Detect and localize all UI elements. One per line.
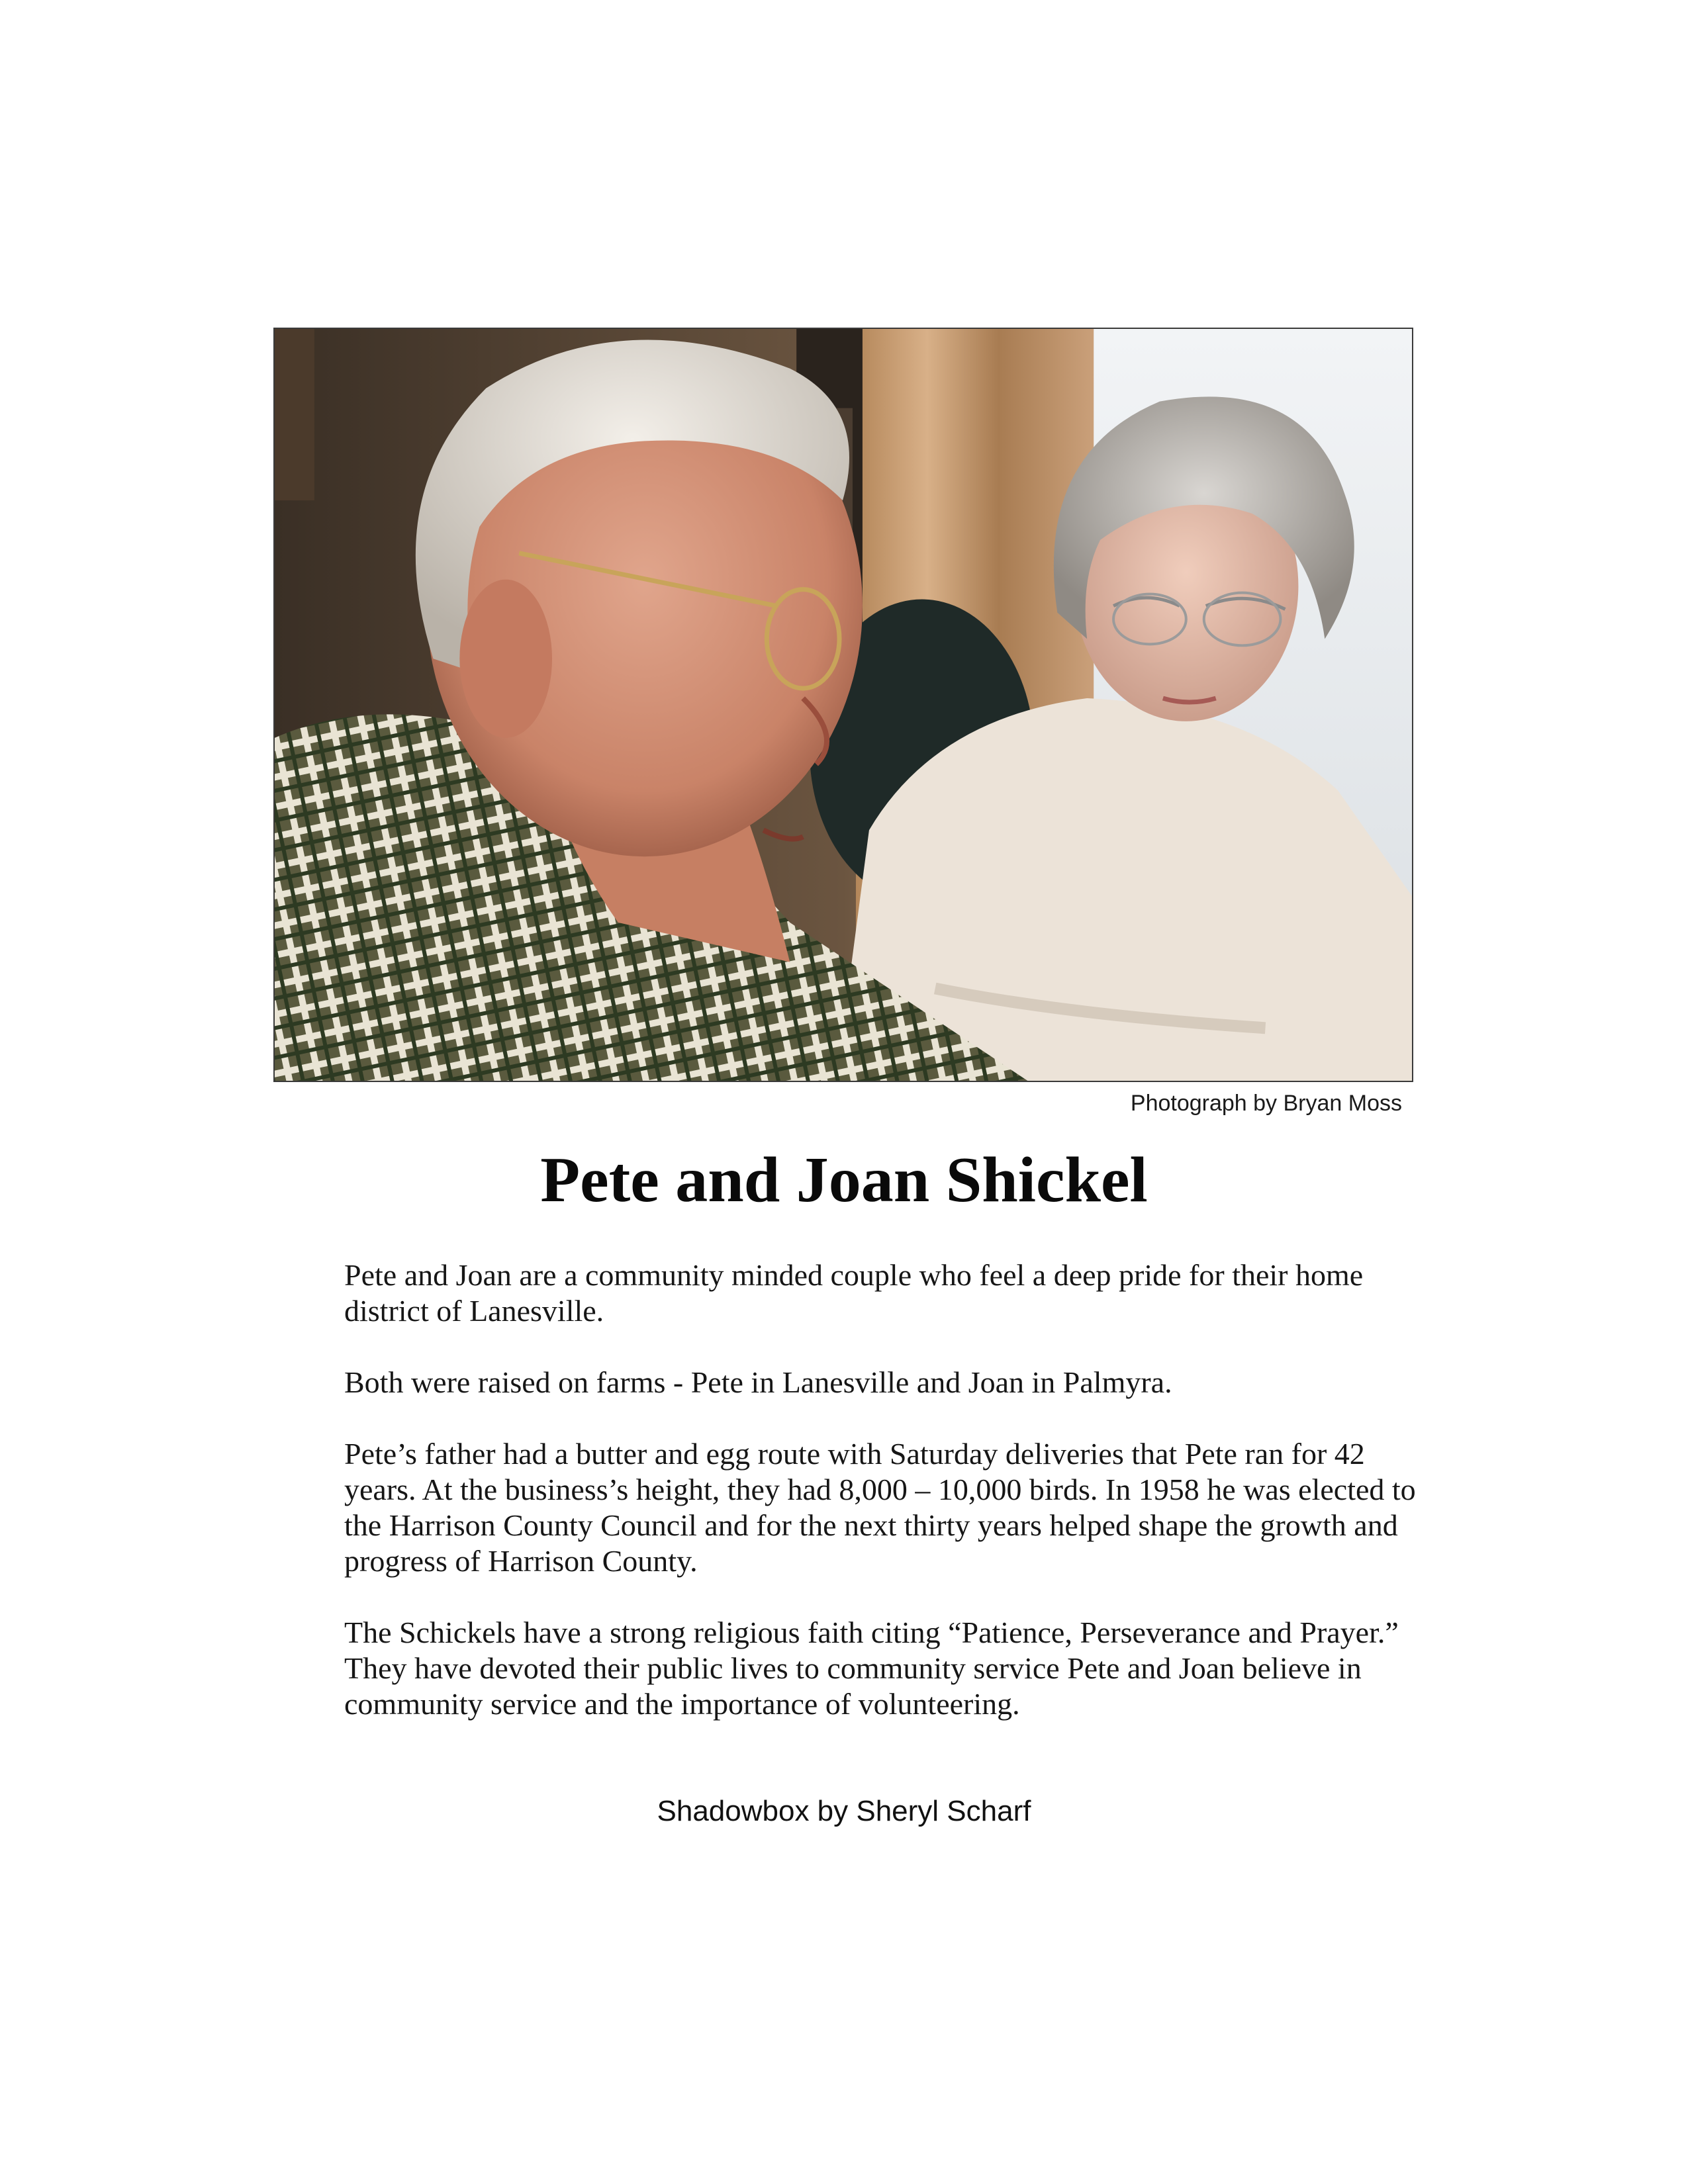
paragraph: The Schickels have a strong religious faith citing “Patience, Perseverance and Prayer.” They have devoted their public lives to community service Pete and Joan believe in community service and the importance of volunteering.	[344, 1615, 1399, 1721]
photo-caption: Photograph by Bryan Moss	[1130, 1091, 1402, 1116]
biography-text	[344, 1257, 1417, 1758]
portrait-photo	[273, 328, 1413, 1082]
paragraph: Pete’s father had a butter and egg route with Saturday deliveries that Pete ran for 42 years. At the business’s height, they had 8,000 – 10,000 birds. In 1958 he was elected to the Harrison County Council and for the next thirty years helped shape the growth and progress of Harrison County.	[344, 1437, 1416, 1578]
paragraph: Pete and Joan are a community minded couple who feel a deep pride for their home district of Lanesville.	[344, 1258, 1364, 1328]
paragraph: Both were raised on farms - Pete in Lanesville and Joan in Palmyra.	[344, 1365, 1172, 1399]
couple-portrait-photo-icon	[275, 329, 1412, 1081]
shadowbox-credit: Shadowbox by Sheryl Scharf	[657, 1795, 1031, 1827]
page-title: Pete and Joan Shickel	[540, 1144, 1148, 1216]
